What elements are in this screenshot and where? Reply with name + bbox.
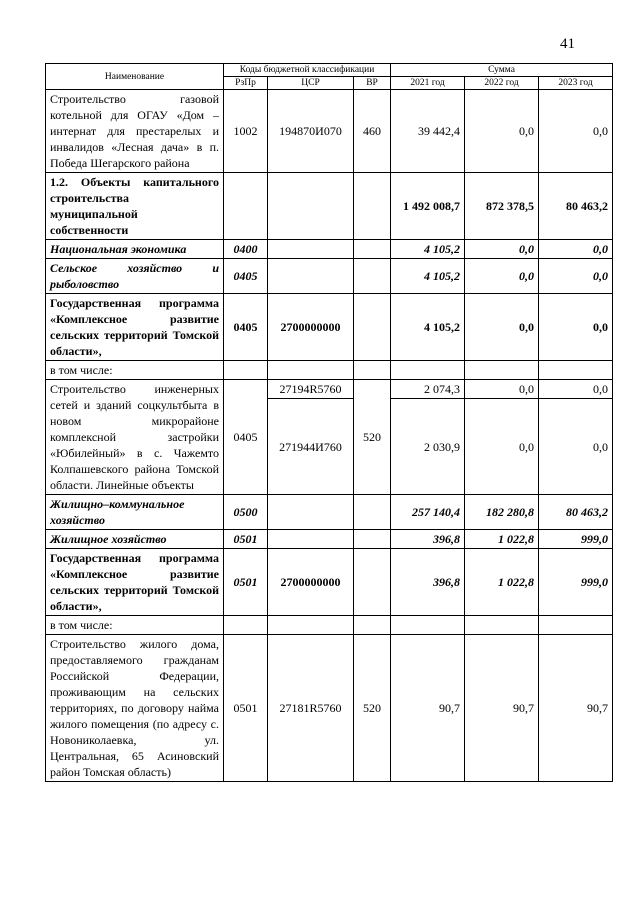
table-row-yubileyny-1 bbox=[46, 380, 613, 399]
table-row-program-2 bbox=[46, 549, 613, 616]
header-csr: ЦСР bbox=[268, 77, 354, 90]
row-2021: 257 140,4 bbox=[391, 495, 465, 530]
row-vr: 520 bbox=[354, 380, 391, 495]
table-row-including-2 bbox=[46, 616, 613, 635]
row-name: 1.2. Объекты капитального строительства муниципальной собственности bbox=[46, 173, 224, 240]
row-2022: 0,0 bbox=[465, 294, 539, 361]
row-name: Строительство жилого дома, предоставляемого гражданам Российской Федерации, проживающим на сельских территориях, по договору найма жилого помещения (по адресу с. Новониколаевка, ул. Центральная, 65 Асиновский район Томская область) bbox=[46, 635, 224, 782]
row-2022: 872 378,5 bbox=[465, 173, 539, 240]
table-row-residential-house bbox=[46, 635, 613, 782]
row-rzpr: 0501 bbox=[224, 530, 268, 549]
header-2021: 2021 год bbox=[391, 77, 465, 90]
page-number: 41 bbox=[560, 36, 575, 52]
row-name: Национальная экономика bbox=[46, 240, 224, 259]
row-csr: 27194R5760 bbox=[268, 380, 354, 399]
row-2023: 0,0 bbox=[539, 90, 613, 173]
header-row-1 bbox=[46, 64, 613, 77]
header-codes-group: Коды бюджетной классификации bbox=[224, 64, 391, 77]
row-rzpr: 0501 bbox=[224, 549, 268, 616]
row-2021: 2 074,3 bbox=[391, 380, 465, 399]
row-2022: 0,0 bbox=[465, 240, 539, 259]
row-name: Сельское хозяйство и рыболовство bbox=[46, 259, 224, 294]
row-2022: 0,0 bbox=[465, 399, 539, 495]
table-row-boiler bbox=[46, 90, 613, 173]
row-2021: 396,8 bbox=[391, 530, 465, 549]
row-2021: 2 030,9 bbox=[391, 399, 465, 495]
table-row-agriculture bbox=[46, 259, 613, 294]
table-row-capital-objects bbox=[46, 173, 613, 240]
row-rzpr: 0501 bbox=[224, 635, 268, 782]
row-2021: 1 492 008,7 bbox=[391, 173, 465, 240]
row-vr: 520 bbox=[354, 635, 391, 782]
row-2023: 80 463,2 bbox=[539, 495, 613, 530]
row-2022: 0,0 bbox=[465, 380, 539, 399]
row-2021: 4 105,2 bbox=[391, 259, 465, 294]
row-2021: 4 105,2 bbox=[391, 294, 465, 361]
row-2023: 90,7 bbox=[539, 635, 613, 782]
row-2022: 0,0 bbox=[465, 90, 539, 173]
row-2023: 0,0 bbox=[539, 240, 613, 259]
row-csr: 271944И760 bbox=[268, 399, 354, 495]
table-row-program-1 bbox=[46, 294, 613, 361]
row-2023: 80 463,2 bbox=[539, 173, 613, 240]
row-rzpr: 0500 bbox=[224, 495, 268, 530]
table-row-housing-utilities bbox=[46, 495, 613, 530]
row-2023: 0,0 bbox=[539, 294, 613, 361]
row-2022: 90,7 bbox=[465, 635, 539, 782]
row-2023: 999,0 bbox=[539, 549, 613, 616]
row-2022: 1 022,8 bbox=[465, 549, 539, 616]
budget-table bbox=[45, 63, 613, 782]
row-2021: 396,8 bbox=[391, 549, 465, 616]
row-csr: 2700000000 bbox=[268, 549, 354, 616]
table-row-including-1 bbox=[46, 361, 613, 380]
row-2022: 0,0 bbox=[465, 259, 539, 294]
row-rzpr: 0405 bbox=[224, 259, 268, 294]
row-2023: 999,0 bbox=[539, 530, 613, 549]
row-2023: 0,0 bbox=[539, 259, 613, 294]
row-name: Жилищное хозяйство bbox=[46, 530, 224, 549]
row-rzpr: 1002 bbox=[224, 90, 268, 173]
row-name: Жилищно–коммунальное хозяйство bbox=[46, 495, 224, 530]
row-vr: 460 bbox=[354, 90, 391, 173]
row-name: Строительство газовой котельной для ОГАУ «Дом – интернат для престарелых и инвалидов «Лесная дача» в п. Победа Шегарского района bbox=[46, 90, 224, 173]
row-rzpr: 0405 bbox=[224, 294, 268, 361]
row-rzpr: 0405 bbox=[224, 380, 268, 495]
row-2022: 182 280,8 bbox=[465, 495, 539, 530]
row-name: в том числе: bbox=[46, 616, 224, 635]
row-name: Строительство инженерных сетей и зданий соцкультбыта в новом микрорайоне комплексной застройки «Юбилейный» в с. Чажемто Колпашевского района Томской области. Линейные объекты bbox=[46, 380, 224, 495]
header-2022: 2022 год bbox=[465, 77, 539, 90]
header-vr: ВР bbox=[354, 77, 391, 90]
row-2021: 39 442,4 bbox=[391, 90, 465, 173]
header-sum-group: Сумма bbox=[391, 64, 613, 77]
table-row-national-economy bbox=[46, 240, 613, 259]
row-2021: 4 105,2 bbox=[391, 240, 465, 259]
row-2023: 0,0 bbox=[539, 399, 613, 495]
row-csr: 2700000000 bbox=[268, 294, 354, 361]
row-name: Государственная программа «Комплексное развитие сельских территорий Томской области», bbox=[46, 294, 224, 361]
table-row-housing bbox=[46, 530, 613, 549]
row-rzpr: 0400 bbox=[224, 240, 268, 259]
row-2022: 1 022,8 bbox=[465, 530, 539, 549]
row-2021: 90,7 bbox=[391, 635, 465, 782]
header-2023: 2023 год bbox=[539, 77, 613, 90]
row-2023: 0,0 bbox=[539, 380, 613, 399]
row-name: в том числе: bbox=[46, 361, 224, 380]
header-name: Наименование bbox=[46, 64, 224, 90]
row-csr: 27181R5760 bbox=[268, 635, 354, 782]
header-rzpr: РзПр bbox=[224, 77, 268, 90]
row-name: Государственная программа «Комплексное развитие сельских территорий Томской области», bbox=[46, 549, 224, 616]
row-csr: 194870И070 bbox=[268, 90, 354, 173]
